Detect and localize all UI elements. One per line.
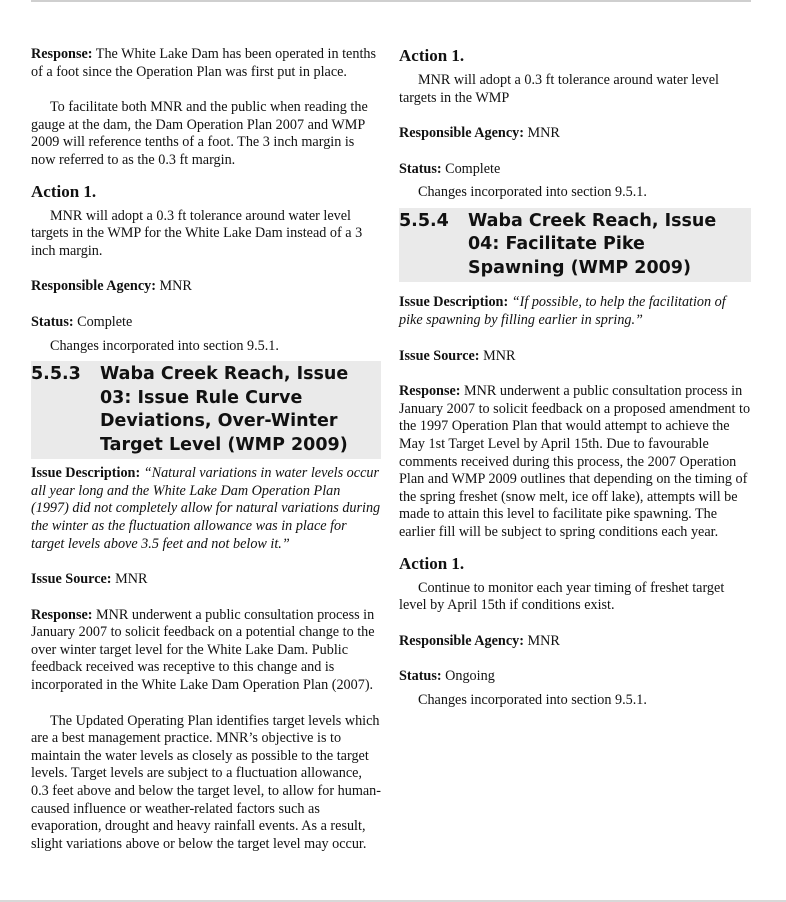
- response-text: MNR underwent a public consultation process in January 2007 to solicit feedback on a proposed amendment to the 1997 Operation Plan that would attempt to achieve the May 1st Target Level by April 15th. Due to favourable comments received during this process, the 2007 Operation Plan and WMP 2009 outlines that depending on the timing of the spring freshet (snow melt, ice off lake), attempts will be made to attain this level to facilitate pike spawning. The earlier fill will be subject to spring conditions each year.: [399, 383, 751, 540]
- changes-note-2: Changes incorporated into section 9.5.1.: [418, 691, 647, 708]
- issue-source: [31, 571, 381, 589]
- response-text: The White Lake Dam has been operated in tenths of a foot since the Operation Plan was first put in place.: [31, 46, 377, 80]
- response-label: Response:: [399, 383, 461, 400]
- changes-note: Changes incorporated into section 9.5.1.: [50, 337, 279, 354]
- agency-value: MNR: [155, 278, 192, 295]
- action-heading-2: Action 1.: [399, 553, 465, 573]
- issue-source-label: Issue Source:: [31, 571, 112, 588]
- issue-description-label: Issue Description:: [31, 465, 141, 482]
- status: [399, 161, 751, 179]
- agency-label: Responsible Agency:: [31, 278, 156, 295]
- agency-label: Responsible Agency:: [399, 632, 524, 649]
- issue-source-value: MNR: [111, 571, 148, 588]
- status: [31, 314, 381, 332]
- response-label: Response:: [31, 46, 93, 62]
- issue-source-label: Issue Source:: [399, 347, 480, 364]
- response-paragraph: [399, 383, 751, 541]
- action-heading: Action 1.: [31, 181, 97, 201]
- agency-value: MNR: [523, 632, 560, 649]
- updated-plan-paragraph: The Updated Operating Plan identifies target levels which are a best management practice. MNR’s objective is to maintain the water levels as closely as possible to the target levels. Target levels are subject to a fluctuation allowance, 0.3 feet above and below the target level, to allow for human-caused influence or weather-related factors such as evaporation, drought and heavy rainfall events. As a result, slight variations above or below the target level may occur.: [31, 712, 381, 852]
- action-text: MNR will adopt a 0.3 ft tolerance around water level targets in the WMP for the White Lake Dam instead of a 3 inch margin.: [31, 207, 363, 259]
- action-heading: Action 1.: [399, 46, 465, 65]
- action-text: MNR will adopt a 0.3 ft tolerance around water level targets in the WMP: [399, 72, 719, 106]
- status-label: Status:: [399, 160, 442, 177]
- issue-description: [399, 294, 751, 329]
- gauge-paragraph: To facilitate both MNR and the public when reading the gauge at the dam, the Dam Operation Plan 2007 and WMP 2009 will reference tenths of a foot. The 3 inch margin is now referred to as the 0.3 ft margin.: [31, 99, 368, 168]
- response-paragraph-2: [31, 607, 381, 695]
- issue-description-text: “If possible, to help the facilitation of pike spawning by filling earlier in spring.”: [399, 294, 726, 329]
- section-heading-5-5-4: [399, 208, 751, 283]
- status-value: Ongoing: [441, 668, 495, 685]
- response-label: Response:: [31, 606, 93, 623]
- issue-description-label: Issue Description:: [399, 294, 509, 311]
- issue-description: [31, 465, 381, 553]
- responsible-agency-2: [399, 633, 751, 651]
- section-heading-5-5-3: [31, 361, 381, 459]
- status-2: [399, 668, 751, 686]
- status-label: Status:: [399, 668, 442, 685]
- section-title: Waba Creek Reach, Issue 03: Issue Rule Curve Deviations, Over-Winter Target Level (WMP 2009): [100, 364, 349, 455]
- issue-source: [399, 348, 751, 366]
- response-paragraph: [31, 46, 381, 81]
- responsible-agency: [399, 125, 751, 143]
- right-column: [399, 46, 751, 710]
- status-label: Status:: [31, 313, 74, 330]
- section-title: Waba Creek Reach, Issue 04: Facilitate Pike Spawning (WMP 2009): [468, 210, 717, 278]
- issue-description-text: “Natural variations in water levels occur all year long and the White Lake Dam Operation Plan (1997) did not completely allow for natural variations during the winter as the fluctuation allowance was in place for target levels above 3.5 feet and not below it.”: [31, 465, 381, 552]
- section-number: 5.5.4: [399, 210, 449, 231]
- issue-source-value: MNR: [479, 347, 516, 364]
- action-text-2: Continue to monitor each year timing of freshet target level by April 15th if conditions exist.: [399, 579, 725, 614]
- status-value: Complete: [73, 313, 133, 330]
- status-value: Complete: [441, 160, 501, 177]
- changes-note: Changes incorporated into section 9.5.1.: [418, 184, 647, 201]
- top-rule: [31, 0, 751, 2]
- left-column: [31, 46, 381, 853]
- section-number: 5.5.3: [31, 364, 81, 385]
- responsible-agency: [31, 278, 381, 296]
- agency-value: MNR: [523, 125, 560, 142]
- response-text: MNR underwent a public consultation process in January 2007 to solicit feedback on a potential change to the over winter target level for the White Lake Dam. Public feedback received was receptive to this change and is incorporated in the White Lake Dam Operation Plan (2007).: [31, 606, 375, 694]
- agency-label: Responsible Agency:: [399, 125, 524, 142]
